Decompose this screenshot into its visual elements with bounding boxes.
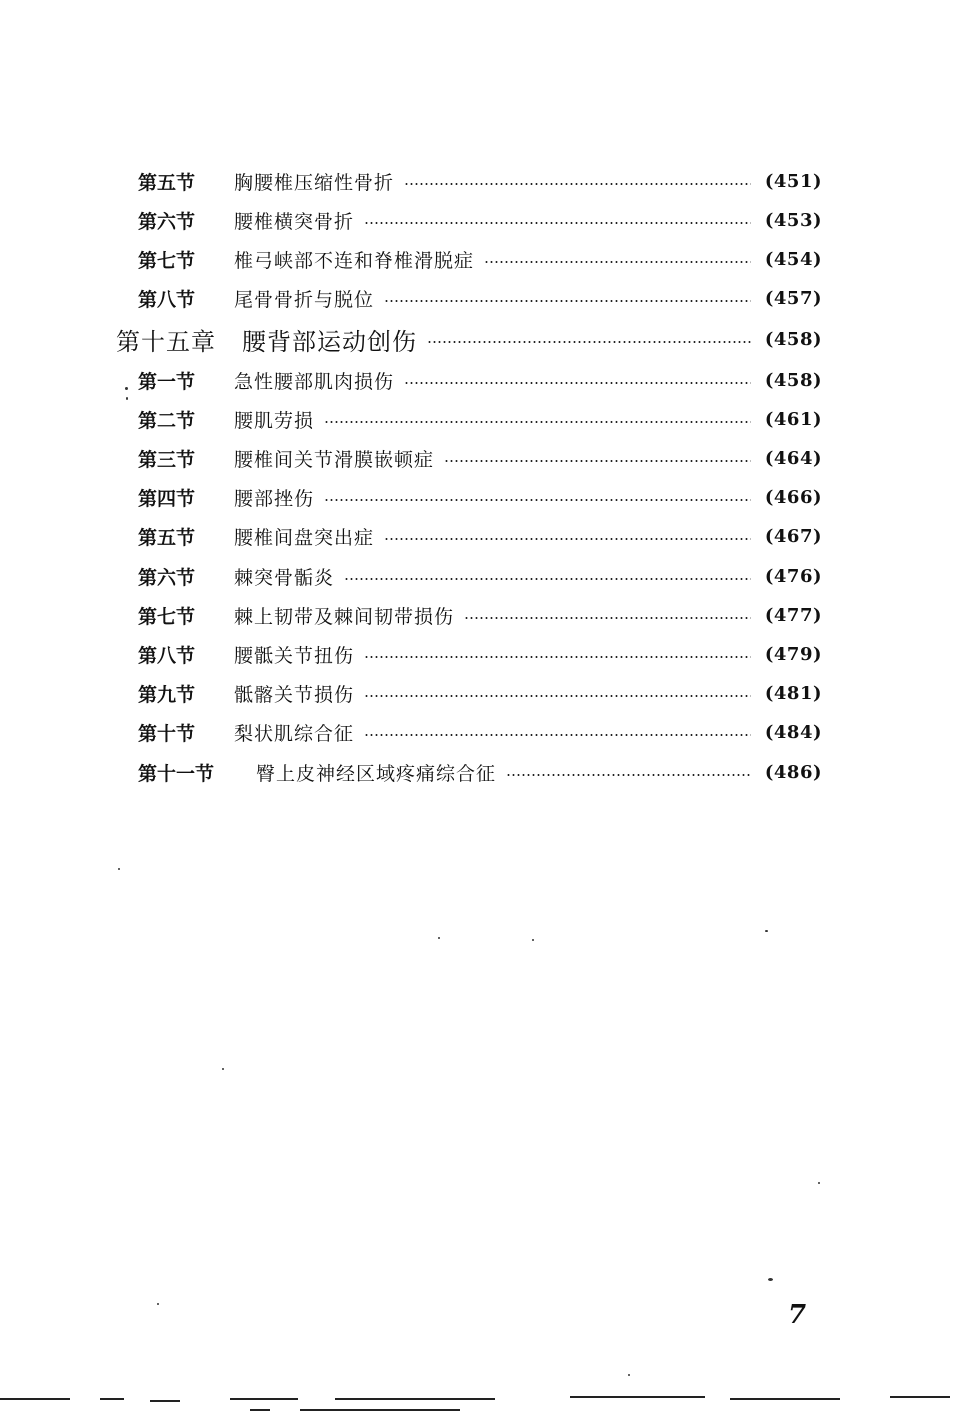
page-ref: (466) [764, 486, 822, 508]
section-title: 腰部挫伤 [234, 487, 315, 510]
dot-leader [364, 222, 751, 224]
scan-edge-line [100, 1398, 124, 1400]
section-label: 第九节 [138, 683, 196, 706]
section-label: 第四节 [138, 487, 196, 510]
section-title: 腰椎间盘突出症 [234, 526, 375, 549]
toc-entry [138, 482, 822, 512]
page-ref: (451) [764, 170, 822, 192]
scan-speck [532, 939, 534, 941]
toc-chapter-entry [116, 321, 822, 357]
page-ref: (458) [764, 369, 822, 391]
section-title: 尾骨骨折与脱位 [234, 288, 375, 311]
scan-speck [222, 1068, 224, 1070]
dot-leader [404, 183, 751, 185]
section-title: 棘上韧带及棘间韧带损伤 [234, 605, 455, 628]
scan-edge-line [150, 1400, 180, 1402]
toc-entry [138, 521, 822, 551]
toc-entry [138, 205, 822, 235]
dot-leader [364, 734, 751, 736]
section-title: 急性腰部肌肉损伤 [234, 370, 395, 393]
scan-speck [765, 930, 768, 932]
section-label: 第三节 [138, 448, 196, 471]
page-ref: (479) [764, 643, 822, 665]
page-ref: (476) [764, 565, 822, 587]
section-title: 椎弓峡部不连和脊椎滑脱症 [234, 249, 475, 272]
section-label: 第六节 [138, 210, 196, 233]
page-ref: (484) [764, 721, 822, 743]
page-ref: (454) [764, 248, 822, 270]
section-label: 第七节 [138, 605, 196, 628]
scan-speck [118, 868, 120, 870]
dot-leader [464, 617, 751, 619]
chapter-label: 第十五章 [116, 327, 216, 356]
section-label: 第八节 [138, 288, 196, 311]
scan-speck [768, 1278, 773, 1281]
scan-speck [125, 387, 128, 390]
scan-edge-line [0, 1398, 70, 1400]
toc-entry [138, 639, 822, 669]
scan-speck [126, 397, 128, 400]
page-ref: (461) [764, 408, 822, 430]
toc-entry [138, 678, 822, 708]
scan-edge-line [890, 1396, 950, 1398]
dot-leader [444, 460, 751, 462]
page-ref: (458) [764, 328, 822, 350]
toc-entry [138, 561, 822, 591]
page-ref: (467) [764, 525, 822, 547]
toc-entry [138, 443, 822, 473]
page-ref: (453) [764, 209, 822, 231]
section-label: 第七节 [138, 249, 196, 272]
toc-entry [138, 717, 822, 747]
section-label: 第十节 [138, 722, 196, 745]
page-number: 7 [788, 1300, 807, 1330]
page-ref: (464) [764, 447, 822, 469]
toc-entry [138, 600, 822, 630]
page-ref: (481) [764, 682, 822, 704]
scan-edge-line [300, 1409, 460, 1411]
chapter-title: 腰背部运动创伤 [242, 327, 417, 356]
scan-edge-line [570, 1396, 705, 1398]
scan-edge-line [250, 1409, 270, 1411]
toc-entry [138, 244, 822, 274]
scan-speck [628, 1374, 630, 1376]
dot-leader [324, 421, 751, 423]
scan-edge-line [730, 1398, 840, 1400]
dot-leader [324, 499, 751, 501]
section-label: 第六节 [138, 566, 196, 589]
section-label: 第五节 [138, 171, 196, 194]
scan-speck [818, 1182, 820, 1184]
dot-leader [506, 774, 751, 776]
dot-leader [344, 578, 751, 580]
scan-speck [157, 1303, 159, 1305]
toc-entry [138, 365, 822, 395]
section-label: 第八节 [138, 644, 196, 667]
page-ref: (486) [764, 761, 822, 783]
section-title: 腰椎横突骨折 [234, 210, 355, 233]
dot-leader [364, 656, 751, 658]
dot-leader [404, 382, 751, 384]
section-title: 梨状肌综合征 [234, 722, 355, 745]
scan-edge-line [335, 1398, 495, 1400]
section-title: 臀上皮神经区域疼痛综合征 [256, 762, 497, 785]
scan-speck [438, 937, 440, 939]
section-title: 腰椎间关节滑膜嵌顿症 [234, 448, 435, 471]
section-title: 胸腰椎压缩性骨折 [234, 171, 395, 194]
section-label: 第二节 [138, 409, 196, 432]
toc-entry [138, 757, 822, 787]
section-title: 骶髂关节损伤 [234, 683, 355, 706]
scan-edge-line [230, 1398, 298, 1400]
section-title: 腰肌劳损 [234, 409, 315, 432]
toc-entry [138, 283, 822, 313]
dot-leader [384, 538, 751, 540]
page-ref: (457) [764, 287, 822, 309]
dot-leader [484, 261, 751, 263]
section-title: 腰骶关节扭伤 [234, 644, 355, 667]
dot-leader [384, 300, 751, 302]
toc-entry [138, 404, 822, 434]
section-label: 第十一节 [138, 762, 215, 785]
page-ref: (477) [764, 604, 822, 626]
toc-entry [138, 166, 822, 196]
dot-leader [427, 341, 751, 343]
section-label: 第五节 [138, 526, 196, 549]
section-label: 第一节 [138, 370, 196, 393]
dot-leader [364, 695, 751, 697]
section-title: 棘突骨骺炎 [234, 566, 335, 589]
